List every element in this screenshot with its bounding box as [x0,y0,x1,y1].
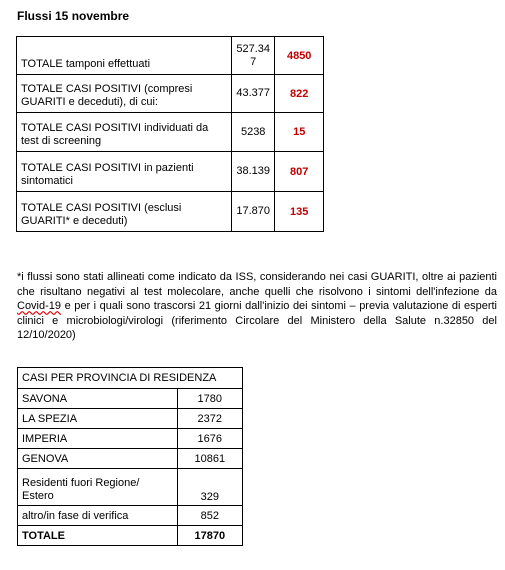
province-name: IMPERIA [18,429,178,449]
row-label: TOTALE tamponi effettuati [17,37,232,75]
province-value: 10861 [177,449,242,469]
table-row [17,152,324,192]
row-delta: 822 [275,75,324,113]
summary-table [16,36,324,232]
total-label: TOTALE [18,526,178,546]
row-delta: 807 [275,152,324,192]
footnote-text-start: *i flussi sono stati allineati come indicato da ISS, considerando nei casi GUARITI, oltre ai pazienti che risultano negativi al test molecolare, anche quelli che risolvono i sintomi dell'infezione da [17,271,497,298]
row-value: 43.377 [232,75,275,113]
province-table [17,367,243,546]
total-value: 17870 [177,526,242,546]
covid-term: Covid-19 [17,300,62,313]
table-row [17,113,324,152]
page-title: Flussi 15 novembre [17,9,130,23]
row-delta: 4850 [275,37,324,75]
table-row [18,409,243,429]
total-row [18,526,243,546]
province-table-header: CASI PER PROVINCIA DI RESIDENZA [18,368,243,389]
row-value: 17.870 [232,192,275,232]
province-value: 329 [177,469,242,506]
row-delta: 15 [275,113,324,152]
row-value: 5238 [232,113,275,152]
footnote [17,270,497,343]
table-row [18,469,243,506]
province-name: SAVONA [18,389,178,409]
province-value: 2372 [177,409,242,429]
row-value: 527.34 7 [232,37,275,75]
table-row [18,389,243,409]
province-name: GENOVA [18,449,178,469]
table-header-row [18,368,243,389]
province-value: 1676 [177,429,242,449]
province-name: altro/in fase di verifica [18,506,178,526]
row-label: TOTALE CASI POSITIVI (esclusi GUARITI* e deceduti) [17,192,232,232]
row-value: 38.139 [232,152,275,192]
row-label: TOTALE CASI POSITIVI individuati da test di screening [17,113,232,152]
footnote-text-end: e per i quali sono trascorsi 21 giorni dall'inizio dei sintomi – previa valutazione di esperti clinici e microbiologi/virologi (riferimento Circolare del Ministero della Salute n.32850 del 12/10/2020) [17,300,497,342]
row-delta: 135 [275,192,324,232]
table-row [18,506,243,526]
table-row [17,75,324,113]
table-row [17,192,324,232]
row-label: TOTALE CASI POSITIVI (compresi GUARITI e deceduti), di cui: [17,75,232,113]
province-name: Residenti fuori Regione/ Estero [18,469,178,506]
table-row [17,37,324,75]
province-value: 1780 [177,389,242,409]
table-row [18,429,243,449]
row-label: TOTALE CASI POSITIVI in pazienti sintomatici [17,152,232,192]
province-name: LA SPEZIA [18,409,178,429]
province-value: 852 [177,506,242,526]
table-row [18,449,243,469]
